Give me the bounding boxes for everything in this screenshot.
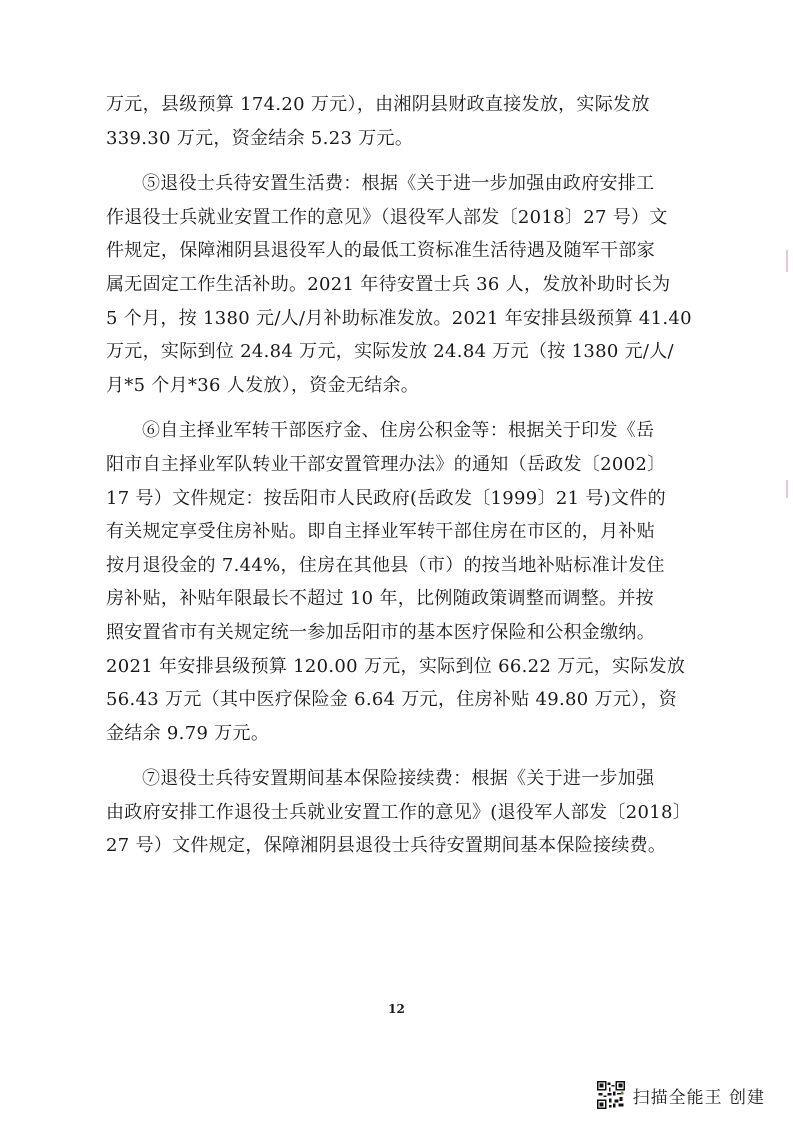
scan-edge-mark [786,250,788,272]
text-line: ⑦退役士兵待安置期间基本保险接续费：根据《关于进一步加强 [142,768,655,790]
text-line: 属无固定工作生活补助。2021 年待安置士兵 36 人，发放补助时长为 [106,273,671,295]
text-line: 万元，实际到位 24.84 万元，实际发放 24.84 万元（按 1380 元/人/ [106,341,674,363]
text-line: 万元，县级预算 174.20 万元），由湘阴县财政直接发放，实际发放 [106,94,650,115]
paragraph-2 [106,167,692,402]
scanner-brand-label: 扫描全能王 创建 [632,1087,765,1108]
text-line: 房补贴，补贴年限最长不超过 10 年，比例随政策调整而调整。并按 [106,588,654,610]
text-line: 339.30 万元，资金结余 5.23 万元。 [106,127,414,149]
text-line: 按月退役金的 7.44%，住房在其他县（市）的按当地补贴标准计发住 [106,554,665,576]
scanner-watermark [597,1081,765,1109]
text-line: 照安置省市有关规定统一参加岳阳市的基本医疗保险和公积金缴纳。 [106,621,655,643]
qr-code-icon [597,1081,625,1109]
text-line: 月*5 个月*36 人发放），资金无结余。 [106,374,420,396]
text-line: 有关规定享受住房补贴。即自主择业军转干部住房在市区的，月补贴 [106,521,655,543]
text-line: 件规定，保障湘阴县退役军人的最低工资标准生活待遇及随军干部家 [106,240,655,262]
text-line: 56.43 万元（其中医疗保险金 6.64 万元，住房补贴 49.80 万元），资 [106,689,678,711]
text-line: 17 号）文件规定：按岳阳市人民政府(岳政发〔1999〕21 号)文件的 [106,487,666,509]
text-line: ⑤退役士兵待安置生活费：根据《关于进一步加强由政府安排工 [142,173,655,195]
paragraph-4 [106,762,692,863]
text-line: 27 号）文件规定，保障湘阴县退役士兵待安置期间基本保险接续费。 [106,835,667,857]
text-line: 阳市自主择业军队转业干部安置管理办法》的通知（岳政发〔2002〕 [106,453,666,475]
paragraph-1 [106,88,692,155]
page-number: 12 [388,1002,405,1016]
paragraph-3 [106,414,692,750]
text-line: 作退役士兵就业安置工作的意见》（退役军人部发〔2018〕27 号）文 [106,206,668,228]
text-line: ⑥自主择业军转干部医疗金、住房公积金等：根据关于印发《岳 [142,420,655,442]
text-line: 2021 年安排县级预算 120.00 万元，实际到位 66.22 万元，实际发放 [106,655,686,677]
scan-edge-mark [786,480,788,498]
text-line: 金结余 9.79 万元。 [106,722,270,744]
text-line: 5 个月，按 1380 元/人/月补助标准发放。2021 年安排县级预算 41.40 [106,307,692,329]
body-text [106,88,692,863]
text-line: 由政府安排工作退役士兵就业安置工作的意见》(退役军人部发〔2018〕 [106,801,692,823]
